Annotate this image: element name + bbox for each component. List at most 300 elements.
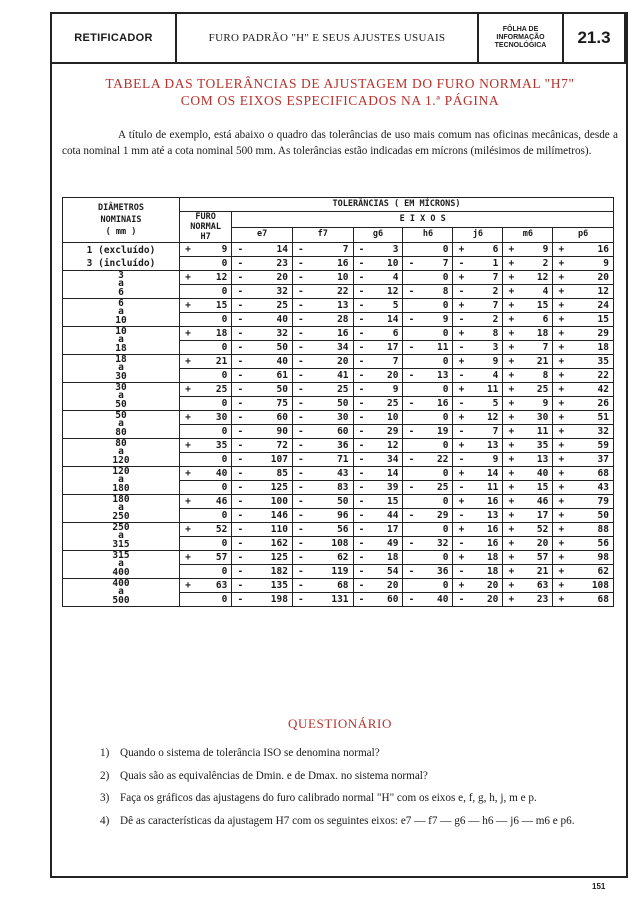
value-cell: 43 [569,481,613,495]
value-cell: 9 [370,383,403,397]
value-cell: 9 [469,453,502,467]
sign-cell: - [353,593,370,607]
value-cell: 40 [519,467,552,481]
shaft-column-header: e7 [232,227,293,243]
sign-cell: + [503,299,520,313]
value-cell: 60 [248,411,292,425]
table-row [63,467,614,481]
value-cell: 17 [519,509,552,523]
sign-cell: + [180,411,197,425]
sign-cell: + [503,481,520,495]
value-cell: 28 [309,313,353,327]
sign-cell [180,481,197,495]
sign-cell: - [232,439,249,453]
value-cell: 4 [370,271,403,285]
value-cell: 35 [569,355,613,369]
sign-cell: - [292,271,309,285]
value-cell: 39 [370,481,403,495]
value-cell: 57 [519,551,552,565]
question-list [100,746,600,836]
question-item [100,814,600,829]
intro-paragraph: A título de exemplo, está abaixo o quadro das tolerâncias de uso mais comum nas oficinas mecânicas, desde a cota nominal 1 mm até a cota nominal 500 mm. As tolerâncias estão indicadas em mícrons (milésimos de milímetros). [62,129,618,157]
diameter-range: 1 (excluído) 3 (incluído) [63,243,180,271]
sign-cell: - [232,481,249,495]
value-cell: 3 [370,243,403,257]
sign-cell: + [503,411,520,425]
value-cell: 60 [309,425,353,439]
value-cell: 21 [519,565,552,579]
value-cell: 21 [196,355,232,369]
sign-cell: + [503,313,520,327]
sign-cell: - [232,551,249,565]
value-cell: 9 [419,313,452,327]
sign-cell: - [453,369,470,383]
value-cell: 29 [370,425,403,439]
sign-cell: - [453,313,470,327]
value-cell: 110 [248,523,292,537]
value-cell: 30 [309,411,353,425]
sign-cell: + [503,271,520,285]
sign-cell: - [292,341,309,355]
sign-cell: + [553,523,570,537]
value-cell: 42 [569,383,613,397]
sign-cell: - [232,495,249,509]
sign-cell: + [453,327,470,341]
value-cell: 29 [569,327,613,341]
sign-cell [180,565,197,579]
sign-cell: + [553,453,570,467]
footer-divider [50,876,626,878]
question-text: Faça os gráficos das ajustagens do furo calibrado normal "H" com os eixos e, f, g, h, j, m e p. [120,792,537,804]
value-cell: 13 [419,369,452,383]
value-cell: 85 [248,467,292,481]
value-cell: 0 [419,411,452,425]
sign-cell: - [353,439,370,453]
sign-cell: - [232,313,249,327]
value-cell: 0 [196,313,232,327]
value-cell: 25 [196,383,232,397]
value-cell: 12 [469,411,502,425]
value-cell: 0 [196,425,232,439]
sign-cell: + [503,341,520,355]
sign-cell: + [553,425,570,439]
sign-cell: - [453,425,470,439]
value-cell: 17 [370,523,403,537]
value-cell: 4 [519,285,552,299]
value-cell: 20 [469,579,502,593]
value-cell: 16 [569,243,613,257]
table-row [63,271,614,285]
value-cell: 68 [569,467,613,481]
value-cell: 1 [469,257,502,271]
table-header-row [63,198,614,212]
sign-cell: - [292,453,309,467]
value-cell: 5 [469,397,502,411]
sign-cell: - [353,243,370,257]
sign-cell: + [503,397,520,411]
value-cell: 0 [196,537,232,551]
value-cell: 8 [419,285,452,299]
value-cell: 14 [370,313,403,327]
sign-cell [403,383,420,397]
sign-cell: - [353,579,370,593]
value-cell: 30 [519,411,552,425]
sign-cell: - [232,453,249,467]
shaft-column-header: h6 [403,227,453,243]
sign-cell: + [503,243,520,257]
value-cell: 36 [309,439,353,453]
value-cell: 25 [519,383,552,397]
sign-cell: - [292,411,309,425]
sign-cell: + [453,299,470,313]
value-cell: 18 [370,551,403,565]
value-cell: 35 [196,439,232,453]
sign-cell: + [453,355,470,369]
value-cell: 7 [469,425,502,439]
value-cell: 62 [309,551,353,565]
sign-cell: - [232,565,249,579]
value-cell: 16 [469,495,502,509]
sign-cell: + [553,299,570,313]
sign-cell: + [453,411,470,425]
value-cell: 15 [569,313,613,327]
sign-cell: - [292,481,309,495]
sign-cell [403,523,420,537]
sign-cell [180,313,197,327]
sign-cell: + [553,467,570,481]
value-cell: 100 [248,495,292,509]
sign-cell: + [553,509,570,523]
value-cell: 135 [248,579,292,593]
value-cell: 19 [419,425,452,439]
value-cell: 18 [469,565,502,579]
value-cell: 10 [370,411,403,425]
sign-cell [180,285,197,299]
sign-cell: - [232,397,249,411]
sign-cell: - [453,285,470,299]
sign-cell: + [503,509,520,523]
sign-cell [180,397,197,411]
value-cell: 62 [569,565,613,579]
sign-cell: + [503,439,520,453]
value-cell: 0 [419,579,452,593]
value-cell: 14 [248,243,292,257]
value-cell: 72 [248,439,292,453]
value-cell: 20 [370,369,403,383]
value-cell: 8 [519,369,552,383]
sign-cell: + [180,523,197,537]
sign-cell: - [353,257,370,271]
value-cell: 12 [370,285,403,299]
sign-cell: + [553,551,570,565]
value-cell: 13 [469,509,502,523]
sign-cell: - [292,537,309,551]
sign-cell: + [553,355,570,369]
sign-cell: - [292,425,309,439]
value-cell: 44 [370,509,403,523]
value-cell: 2 [469,313,502,327]
sign-cell: - [232,537,249,551]
value-cell: 0 [419,243,452,257]
value-cell: 131 [309,593,353,607]
sign-cell: - [353,271,370,285]
question-item [100,769,600,784]
value-cell: 125 [248,481,292,495]
question-text: Quando o sistema de tolerância ISO se denomina normal? [120,747,380,759]
sign-cell: - [232,383,249,397]
table-row [63,523,614,537]
sign-cell [403,467,420,481]
table-row [63,327,614,341]
sign-cell: + [180,355,197,369]
question-item [100,746,600,761]
table-row [63,355,614,369]
sign-cell: - [292,467,309,481]
diameter-range: 400 a 500 [63,579,180,607]
value-cell: 119 [309,565,353,579]
sign-cell: + [180,271,197,285]
value-cell: 16 [309,257,353,271]
sign-cell: + [180,551,197,565]
sign-cell: - [292,313,309,327]
diameter-range: 250 a 315 [63,523,180,551]
sign-cell: - [453,453,470,467]
sign-cell: + [503,369,520,383]
sign-cell: + [453,271,470,285]
value-cell: 7 [469,299,502,313]
sign-cell: - [353,355,370,369]
questionnaire-title: QUESTIONÁRIO [288,716,392,731]
value-cell: 50 [248,383,292,397]
shaft-column-header: m6 [503,227,553,243]
sign-cell [403,439,420,453]
table-title-line2: COM OS EIXOS ESPECIFICADOS NA 1.ª PÁGINA [180,93,500,108]
sign-cell: - [232,523,249,537]
value-cell: 24 [569,299,613,313]
sign-cell: - [353,453,370,467]
sign-cell: - [292,383,309,397]
value-cell: 20 [469,593,502,607]
sign-cell: - [292,551,309,565]
sign-cell: + [503,453,520,467]
sign-cell: - [232,579,249,593]
sign-cell: + [503,523,520,537]
value-cell: 12 [370,439,403,453]
sign-cell: - [292,327,309,341]
sign-cell: - [292,355,309,369]
value-cell: 46 [519,495,552,509]
value-cell: 13 [519,453,552,467]
value-cell: 14 [370,467,403,481]
value-cell: 8 [469,327,502,341]
value-cell: 9 [569,257,613,271]
value-cell: 88 [569,523,613,537]
sign-cell: - [353,565,370,579]
tolerance-table [62,197,614,607]
table-row [63,495,614,509]
value-cell: 7 [469,271,502,285]
value-cell: 125 [248,551,292,565]
sign-cell: + [503,495,520,509]
value-cell: 0 [419,355,452,369]
sign-cell: - [232,271,249,285]
sign-cell: - [232,593,249,607]
table-row [63,439,614,453]
sign-cell: + [180,467,197,481]
value-cell: 98 [569,551,613,565]
sign-cell: + [553,397,570,411]
sign-cell: - [353,495,370,509]
sign-cell: + [503,593,520,607]
sign-cell: + [503,551,520,565]
value-cell: 198 [248,593,292,607]
value-cell: 23 [248,257,292,271]
shaft-column-header: p6 [553,227,614,243]
sign-cell: - [232,327,249,341]
sign-cell: - [353,411,370,425]
value-cell: 30 [196,411,232,425]
value-cell: 13 [309,299,353,313]
sign-cell: - [403,425,420,439]
sign-cell: - [292,285,309,299]
value-cell: 0 [196,257,232,271]
value-cell: 32 [248,327,292,341]
value-cell: 162 [248,537,292,551]
page-number: 151 [592,882,606,891]
value-cell: 50 [569,509,613,523]
tolerances-header: TOLERÂNCIAS ( EM MÍCRONS) [180,198,614,212]
sign-cell [403,495,420,509]
value-cell: 11 [419,341,452,355]
value-cell: 11 [469,481,502,495]
value-cell: 6 [370,327,403,341]
diameter-range: 180 a 250 [63,495,180,523]
sign-cell: + [453,495,470,509]
sign-cell: - [403,341,420,355]
value-cell: 15 [519,481,552,495]
sign-cell [403,299,420,313]
value-cell: 18 [196,327,232,341]
value-cell: 12 [569,285,613,299]
question-number: 2) [100,769,110,782]
sign-cell [180,425,197,439]
sign-cell: - [403,397,420,411]
value-cell: 0 [419,327,452,341]
sign-cell: + [553,411,570,425]
sign-cell [403,551,420,565]
value-cell: 9 [519,397,552,411]
value-cell: 40 [419,593,452,607]
diameter-header: DIÂMETROS NOMINAIS ( mm ) [63,198,180,243]
value-cell: 50 [248,341,292,355]
sign-cell [403,243,420,257]
value-cell: 6 [519,313,552,327]
sign-cell: + [453,383,470,397]
sign-cell: + [553,369,570,383]
value-cell: 7 [419,257,452,271]
value-cell: 0 [196,593,232,607]
sign-cell: + [453,243,470,257]
value-cell: 6 [469,243,502,257]
value-cell: 16 [469,523,502,537]
value-cell: 79 [569,495,613,509]
value-cell: 68 [569,593,613,607]
value-cell: 90 [248,425,292,439]
sign-cell: - [403,369,420,383]
value-cell: 18 [569,341,613,355]
diameter-range: 6 a 10 [63,299,180,327]
sign-cell: - [353,481,370,495]
value-cell: 107 [248,453,292,467]
sign-cell [180,509,197,523]
sign-cell: + [553,439,570,453]
diameter-range: 80 a 120 [63,439,180,467]
sign-cell: + [553,243,570,257]
value-cell: 10 [370,257,403,271]
value-cell: 25 [248,299,292,313]
value-cell: 20 [248,271,292,285]
value-cell: 20 [569,271,613,285]
sign-cell: + [503,565,520,579]
sign-cell [180,593,197,607]
sign-cell: + [553,327,570,341]
sign-cell: - [403,537,420,551]
value-cell: 49 [370,537,403,551]
value-cell: 3 [469,341,502,355]
value-cell: 75 [248,397,292,411]
sign-cell: + [503,257,520,271]
value-cell: 60 [370,593,403,607]
value-cell: 56 [569,537,613,551]
value-cell: 0 [419,467,452,481]
question-number: 4) [100,814,110,827]
sign-cell: - [453,509,470,523]
diameter-range: 315 a 400 [63,551,180,579]
value-cell: 57 [196,551,232,565]
table-row [63,579,614,593]
table-row [63,551,614,565]
value-cell: 51 [569,411,613,425]
sign-cell: - [232,411,249,425]
sign-cell: + [453,523,470,537]
sign-cell: - [353,313,370,327]
sign-cell: + [180,579,197,593]
sign-cell: + [453,579,470,593]
value-cell: 26 [569,397,613,411]
value-cell: 15 [370,495,403,509]
value-cell: 15 [519,299,552,313]
shaft-column-header: g6 [353,227,403,243]
value-cell: 46 [196,495,232,509]
value-cell: 22 [569,369,613,383]
sign-cell: - [232,243,249,257]
sign-cell: - [232,285,249,299]
question-number: 3) [100,792,110,804]
sign-cell: - [453,341,470,355]
value-cell: 40 [248,355,292,369]
table-row [63,383,614,397]
value-cell: 41 [309,369,353,383]
value-cell: 20 [309,355,353,369]
value-cell: 0 [196,565,232,579]
shaft-column-header: j6 [453,227,503,243]
value-cell: 7 [309,243,353,257]
value-cell: 63 [519,579,552,593]
value-cell: 32 [419,537,452,551]
value-cell: 96 [309,509,353,523]
sign-cell: + [553,537,570,551]
sign-cell: - [353,509,370,523]
